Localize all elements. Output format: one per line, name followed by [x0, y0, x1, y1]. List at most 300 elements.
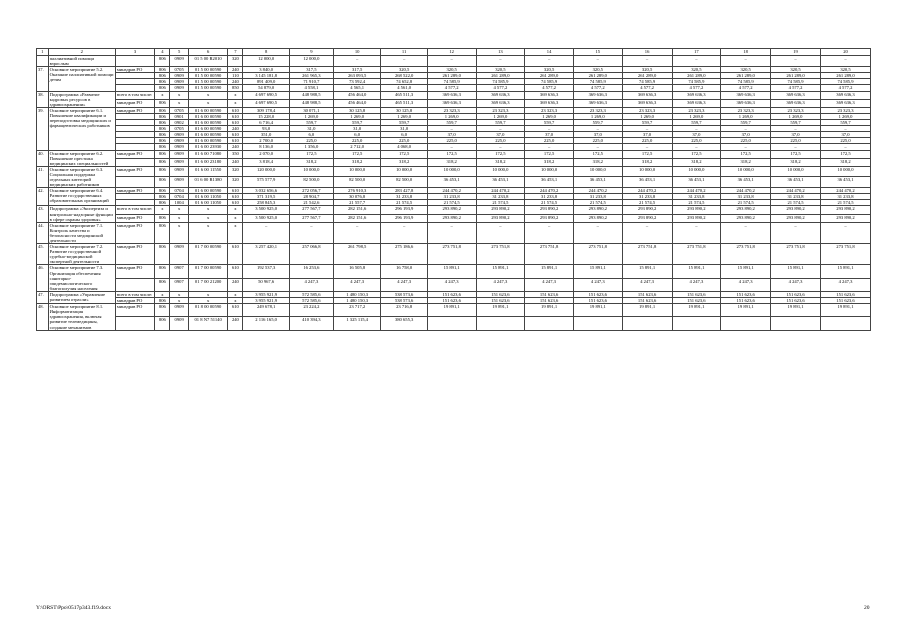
table-row	[37, 194, 871, 200]
amount-cell: 151 623,6	[573, 298, 622, 304]
amount-cell: 261 289,0	[573, 73, 622, 79]
row-number: 44.	[37, 222, 49, 243]
amount-cell: –	[622, 222, 672, 243]
amount-cell: 74 652,8	[381, 79, 427, 85]
amount-cell: 225,0	[721, 138, 771, 144]
header-cell: 2	[48, 49, 115, 56]
amount-cell: 293 890,2	[721, 206, 771, 214]
header-cell: 15	[573, 49, 622, 56]
amount-cell: 19 891,1	[721, 304, 771, 317]
amount-cell: 4 697 690,5	[243, 99, 289, 107]
amount-cell: 456 464,0	[333, 99, 381, 107]
amount-cell: 244 470,2	[476, 188, 525, 194]
code-cell: 610	[228, 113, 243, 119]
amount-cell: 31 233,8	[573, 194, 622, 200]
table-row	[37, 200, 871, 206]
amount-cell: 559,7	[573, 120, 622, 126]
table-row	[37, 91, 871, 99]
amount-cell: 172,5	[622, 150, 672, 158]
amount-cell: 1 269,0	[333, 113, 381, 119]
amount-cell: 23 323,3	[573, 107, 622, 113]
amount-cell: –	[721, 144, 771, 150]
amount-cell: 6,0	[381, 132, 427, 138]
code-cell: 806	[155, 126, 170, 132]
amount-cell: 151 623,6	[721, 298, 771, 304]
amount-cell: –	[573, 56, 622, 67]
table-row	[37, 56, 871, 67]
amount-cell: 172,5	[573, 150, 622, 158]
amount-cell: 15 891,1	[427, 265, 476, 278]
amount-cell: –	[672, 56, 721, 67]
code-cell: 01 5 00 00590	[188, 73, 227, 79]
amount-cell: 1 269,0	[622, 113, 672, 119]
amount-cell: 448 988,5	[289, 99, 333, 107]
table-row	[37, 138, 871, 144]
amount-cell: 6,0	[289, 132, 333, 138]
table-row	[37, 166, 871, 177]
amount-cell: –	[243, 222, 289, 243]
executor-cell: минздрав РО	[115, 150, 154, 158]
amount-cell: 23 323,3	[771, 107, 821, 113]
amount-cell: –	[289, 222, 333, 243]
code-cell: 0909	[170, 73, 189, 79]
amount-cell: 10 000,0	[771, 166, 821, 177]
amount-cell: 369 636,3	[672, 91, 721, 99]
code-cell: 01 5 00 R2010	[188, 56, 227, 67]
amount-cell: 309 178,4	[243, 107, 289, 113]
amount-cell: –	[820, 126, 870, 132]
amount-cell: 74 585,9	[476, 79, 525, 85]
table-row	[37, 132, 871, 138]
amount-cell: –	[427, 126, 476, 132]
amount-cell: 6 716,4	[243, 120, 289, 126]
code-cell: х	[228, 298, 243, 304]
code-cell: 850	[228, 85, 243, 91]
program-name: Основное мероприятие 6.4. Развитие государственных образовательных организаций	[48, 188, 115, 206]
code-cell: 806	[155, 73, 170, 79]
header-cell: 14	[525, 49, 574, 56]
amount-cell: 4 247,3	[672, 278, 721, 291]
amount-cell: 369 636,3	[476, 99, 525, 107]
amount-cell: 261 289,0	[721, 73, 771, 79]
amount-cell: 21 574,5	[820, 200, 870, 206]
amount-cell: 172,5	[381, 150, 427, 158]
amount-cell: 36 453,1	[525, 177, 574, 188]
amount-cell: 261 965,3	[289, 73, 333, 79]
amount-cell: 244 470,2	[721, 188, 771, 194]
amount-cell	[820, 317, 870, 330]
amount-cell: 37,0	[427, 132, 476, 138]
amount-cell: 293 890,2	[476, 214, 525, 222]
code-cell: 806	[155, 244, 170, 265]
amount-cell: 272 056,7	[289, 188, 333, 194]
amount-cell: 1 356,0	[289, 144, 333, 150]
code-cell: х	[155, 206, 170, 214]
executor-cell: минздрав РО	[115, 107, 154, 113]
code-cell: 320	[228, 166, 243, 177]
code-cell: х	[188, 298, 227, 304]
header-cell: 1	[37, 49, 49, 56]
amount-cell: 559,7	[476, 120, 525, 126]
amount-cell: 293 890,2	[820, 206, 870, 214]
amount-cell: 15 891,1	[721, 265, 771, 278]
amount-cell: 1 269,0	[573, 113, 622, 119]
amount-cell: 172,5	[476, 150, 525, 158]
code-cell: 0909	[170, 144, 189, 150]
code-cell: х	[155, 291, 170, 297]
code-cell: х	[228, 222, 243, 243]
amount-cell: 10 000,0	[721, 166, 771, 177]
table-row	[37, 113, 871, 119]
code-cell: 0704	[170, 188, 189, 194]
amount-cell: 293 890,2	[427, 206, 476, 214]
amount-cell: 74 585,9	[573, 79, 622, 85]
table-row	[37, 304, 871, 317]
code-cell: х	[170, 214, 189, 222]
table-row	[37, 99, 871, 107]
code-cell: 610	[228, 107, 243, 113]
amount-cell: 3 032 656,6	[243, 188, 289, 194]
amount-cell: 559,7	[427, 120, 476, 126]
code-cell: 806	[155, 79, 170, 85]
amount-cell: –	[771, 126, 821, 132]
amount-cell: 575 577,9	[243, 177, 289, 188]
amount-cell: 261 289,0	[525, 73, 574, 79]
amount-cell: 320,5	[525, 67, 574, 73]
amount-cell: 93,0	[243, 126, 289, 132]
amount-cell: 244 470,2	[622, 188, 672, 194]
amount-cell: 296 193,9	[381, 206, 427, 214]
amount-cell: 273 751,8	[771, 244, 821, 265]
amount-cell: 151 623,6	[771, 291, 821, 297]
amount-cell: –	[573, 144, 622, 150]
code-cell: 01 6 00 11050	[188, 200, 227, 206]
amount-cell: –	[381, 56, 427, 67]
amount-cell: 559,7	[721, 120, 771, 126]
code-cell: 0909	[170, 150, 189, 158]
header-cell: 12	[427, 49, 476, 56]
amount-cell: 293 890,2	[622, 206, 672, 214]
amount-cell: 318,2	[721, 158, 771, 166]
code-cell: 806	[155, 214, 170, 222]
amount-cell: –	[672, 222, 721, 243]
amount-cell: –	[622, 126, 672, 132]
executor-cell: минздрав РО	[115, 244, 154, 265]
code-cell: 01 5 00 00590	[188, 67, 227, 73]
table-row	[37, 67, 871, 73]
amount-cell: 283 427,8	[381, 188, 427, 194]
row-number: 43.	[37, 206, 49, 222]
table-row	[37, 150, 871, 158]
amount-cell: 4 577,2	[525, 85, 574, 91]
amount-cell: 151 623,6	[622, 291, 672, 297]
amount-cell: 10 000,0	[525, 166, 574, 177]
amount-cell: 23 323,3	[672, 107, 721, 113]
amount-cell: 3 955 921,9	[243, 298, 289, 304]
page-number: 20	[864, 605, 870, 611]
amount-cell: 151 623,6	[820, 298, 870, 304]
row-number: 45.	[37, 244, 49, 265]
amount-cell: 225,0	[771, 138, 821, 144]
code-cell: 110	[228, 73, 243, 79]
amount-cell	[672, 317, 721, 330]
amount-cell: –	[820, 144, 870, 150]
amount-cell: –	[427, 56, 476, 67]
row-number: 47.	[37, 291, 49, 303]
code-cell: 01 5 00 00590	[188, 85, 227, 91]
code-cell: 610	[228, 304, 243, 317]
code-cell: 0705	[170, 107, 189, 113]
amount-cell: 172,5	[820, 150, 870, 158]
amount-cell: 318,2	[820, 158, 870, 166]
amount-cell: 10 000,0	[333, 166, 381, 177]
amount-cell: 172,5	[289, 150, 333, 158]
amount-cell: 293 890,2	[573, 206, 622, 214]
amount-cell: 465 511,3	[381, 99, 427, 107]
amount-cell: 36 453,1	[476, 177, 525, 188]
amount-cell: 4 577,2	[573, 85, 622, 91]
code-cell: х	[170, 222, 189, 243]
row-number: 39.	[37, 107, 49, 150]
amount-cell: 31,0	[381, 126, 427, 132]
code-cell: х	[188, 99, 227, 107]
amount-cell: 318,2	[476, 158, 525, 166]
amount-cell: 261 289,0	[771, 73, 821, 79]
header-cell: 8	[243, 49, 289, 56]
amount-cell: 559,7	[333, 120, 381, 126]
amount-cell: 249 678,1	[243, 304, 289, 317]
header-cell: 7	[228, 49, 243, 56]
amount-cell: 538 573,6	[381, 291, 427, 297]
amount-cell: 37,0	[820, 132, 870, 138]
amount-cell: 261 289,0	[820, 73, 870, 79]
amount-cell: 21 574,5	[525, 200, 574, 206]
amount-cell: –	[381, 222, 427, 243]
amount-cell: 293 890,2	[476, 206, 525, 214]
code-cell: 610	[228, 120, 243, 126]
table-row	[37, 85, 871, 91]
amount-cell: 258 845,3	[243, 200, 289, 206]
code-cell: 350	[228, 150, 243, 158]
amount-cell	[771, 317, 821, 330]
code-cell: 01 6 00 00590	[188, 120, 227, 126]
amount-cell: 369 636,3	[525, 99, 574, 107]
executor-cell	[115, 177, 154, 188]
amount-cell: –	[427, 222, 476, 243]
amount-cell: 1 269,0	[381, 113, 427, 119]
header-cell: 19	[771, 49, 821, 56]
code-cell: 01 6 00 00590	[188, 126, 227, 132]
code-cell: 320	[228, 177, 243, 188]
amount-cell: 172,5	[672, 150, 721, 158]
amount-cell: –	[333, 56, 381, 67]
code-cell: х	[228, 214, 243, 222]
amount-cell: 318,2	[622, 158, 672, 166]
amount-cell: 4 697 690,5	[243, 91, 289, 99]
code-cell: 806	[155, 188, 170, 194]
amount-cell: 10 000,0	[381, 166, 427, 177]
header-cell: 3	[115, 49, 154, 56]
code-cell: 0909	[170, 138, 189, 144]
code-cell: 806	[155, 200, 170, 206]
amount-cell: 369 636,3	[427, 91, 476, 99]
amount-cell: 4 577,2	[622, 85, 672, 91]
amount-cell: 275 186,6	[381, 244, 427, 265]
amount-cell: 273 751,8	[573, 244, 622, 265]
amount-cell: 296 193,9	[381, 214, 427, 222]
code-cell: 01 6 00 71080	[188, 150, 227, 158]
code-cell: х	[170, 298, 189, 304]
amount-cell: –	[525, 144, 574, 150]
executor-cell: минздрав РО	[115, 222, 154, 243]
amount-cell: 273 751,8	[820, 244, 870, 265]
amount-cell: 74 585,9	[427, 79, 476, 85]
amount-cell: 172,5	[333, 150, 381, 158]
amount-cell: 37,0	[476, 132, 525, 138]
executor-cell: всего в том числе:	[115, 206, 154, 214]
program-name: Основное мероприятие 8.1. Информатизация здравоохранения, включая развитие телемедицины, создание механизмов	[48, 304, 115, 330]
amount-cell: 4 247,3	[721, 278, 771, 291]
code-cell: 01 7 00 00590	[188, 244, 227, 265]
amount-cell: 320,5	[771, 67, 821, 73]
code-cell: 806	[155, 150, 170, 158]
amount-cell: 559,7	[289, 120, 333, 126]
amount-cell: 369 636,3	[573, 91, 622, 99]
amount-cell: –	[573, 126, 622, 132]
amount-cell: 282 151,6	[333, 206, 381, 214]
amount-cell: 293 890,2	[573, 214, 622, 222]
amount-cell: 891 409,0	[243, 79, 289, 85]
amount-cell: 1 269,0	[525, 113, 574, 119]
amount-cell: 4 577,2	[721, 85, 771, 91]
code-cell: 610	[228, 265, 243, 278]
amount-cell: 293 890,2	[525, 206, 574, 214]
code-cell: 806	[155, 132, 170, 138]
amount-cell: 318,2	[333, 158, 381, 166]
amount-cell	[573, 317, 622, 330]
table-row	[37, 177, 871, 188]
header-cell: 11	[381, 49, 427, 56]
amount-cell: 559,7	[820, 120, 870, 126]
amount-cell: 225,0	[820, 138, 870, 144]
amount-cell: 31,0	[289, 126, 333, 132]
amount-cell: 19 891,1	[771, 304, 821, 317]
amount-cell: 82 500,0	[381, 177, 427, 188]
amount-cell: –	[525, 126, 574, 132]
code-cell: х	[228, 91, 243, 99]
amount-cell: 273 751,8	[721, 244, 771, 265]
amount-cell: 74 585,9	[771, 79, 821, 85]
amount-cell: 21 574,5	[721, 200, 771, 206]
code-cell: 0909	[170, 304, 189, 317]
amount-cell: 273 751,8	[672, 244, 721, 265]
amount-cell	[476, 317, 525, 330]
amount-cell: 293 890,2	[427, 214, 476, 222]
code-cell: 240	[228, 79, 243, 85]
amount-cell: 369 636,3	[721, 91, 771, 99]
amount-cell: 277 567,7	[289, 206, 333, 214]
amount-cell: 293 890,2	[672, 214, 721, 222]
amount-cell: 16 505,8	[333, 265, 381, 278]
amount-cell: 369 636,3	[820, 99, 870, 107]
amount-cell: 277 567,7	[289, 214, 333, 222]
amount-cell: 37,0	[771, 132, 821, 138]
amount-cell: 410 394,3	[289, 317, 333, 330]
code-cell: 0909	[170, 158, 189, 166]
amount-cell: 1 269,0	[476, 113, 525, 119]
amount-cell: 151 623,6	[820, 291, 870, 297]
budget-table	[36, 48, 871, 331]
amount-cell: 23 323,3	[622, 107, 672, 113]
amount-cell: 3 840,0	[243, 67, 289, 73]
amount-cell: 151 623,6	[525, 291, 574, 297]
amount-cell: 225,0	[289, 138, 333, 144]
amount-cell: 19 891,1	[622, 304, 672, 317]
code-cell: 01 6 00 23180	[188, 158, 227, 166]
program-name: Основное мероприятие 6.3. Социальная поддержка отдельных категорий медицинских работников	[48, 166, 115, 187]
amount-cell: 318,2	[381, 158, 427, 166]
code-cell: 0909	[170, 244, 189, 265]
code-cell: 610	[228, 138, 243, 144]
program-name: Основное мероприятие 6.1. Повышение квалификации и переподготовка медицинских и фармацевтических работников	[48, 107, 115, 150]
amount-cell: 320,5	[476, 67, 525, 73]
amount-cell: 74 585,9	[820, 79, 870, 85]
amount-cell: 12 000,0	[289, 56, 333, 67]
amount-cell: 4 247,3	[820, 278, 870, 291]
amount-cell: 21 574,5	[476, 200, 525, 206]
amount-cell: 15 891,1	[672, 265, 721, 278]
code-cell: х	[228, 206, 243, 214]
amount-cell: 15 891,1	[820, 265, 870, 278]
code-cell: 806	[155, 120, 170, 126]
amount-cell: 21 557,7	[333, 200, 381, 206]
table-row	[37, 265, 871, 278]
amount-cell: 2 700,0	[243, 138, 289, 144]
amount-cell: 10 000,0	[289, 166, 333, 177]
amount-cell: 4 247,3	[476, 278, 525, 291]
amount-cell: 1 269,0	[820, 113, 870, 119]
header-cell: 17	[672, 49, 721, 56]
amount-cell: 4 247,3	[525, 278, 574, 291]
amount-cell: 31,0	[333, 126, 381, 132]
amount-cell: –	[771, 144, 821, 150]
amount-cell: 30 125,8	[333, 107, 381, 113]
amount-cell: 15 891,1	[771, 265, 821, 278]
header-cell: 16	[622, 49, 672, 56]
executor-cell	[115, 278, 154, 291]
amount-cell: 1 325 115,4	[333, 317, 381, 330]
amount-cell: –	[476, 126, 525, 132]
header-cell: 20	[820, 49, 870, 56]
code-cell: х	[188, 291, 227, 297]
amount-cell: 74 585,9	[721, 79, 771, 85]
amount-cell: 151 623,6	[672, 298, 721, 304]
code-cell: 01 6 00 00590	[188, 138, 227, 144]
amount-cell: 273 751,8	[476, 244, 525, 265]
amount-cell: 10 000,0	[672, 166, 721, 177]
code-cell: 806	[155, 304, 170, 317]
amount-cell	[622, 317, 672, 330]
code-cell: 806	[155, 67, 170, 73]
code-cell: 01 6 00 11550	[188, 166, 227, 177]
amount-cell: 320,5	[427, 67, 476, 73]
executor-cell: минздрав РО	[115, 265, 154, 278]
amount-cell: 225,0	[333, 138, 381, 144]
amount-cell: 317,5	[289, 67, 333, 73]
amount-cell: 261 798,5	[333, 244, 381, 265]
header-cell: 18	[721, 49, 771, 56]
executor-cell: минздрав РО	[115, 67, 154, 73]
